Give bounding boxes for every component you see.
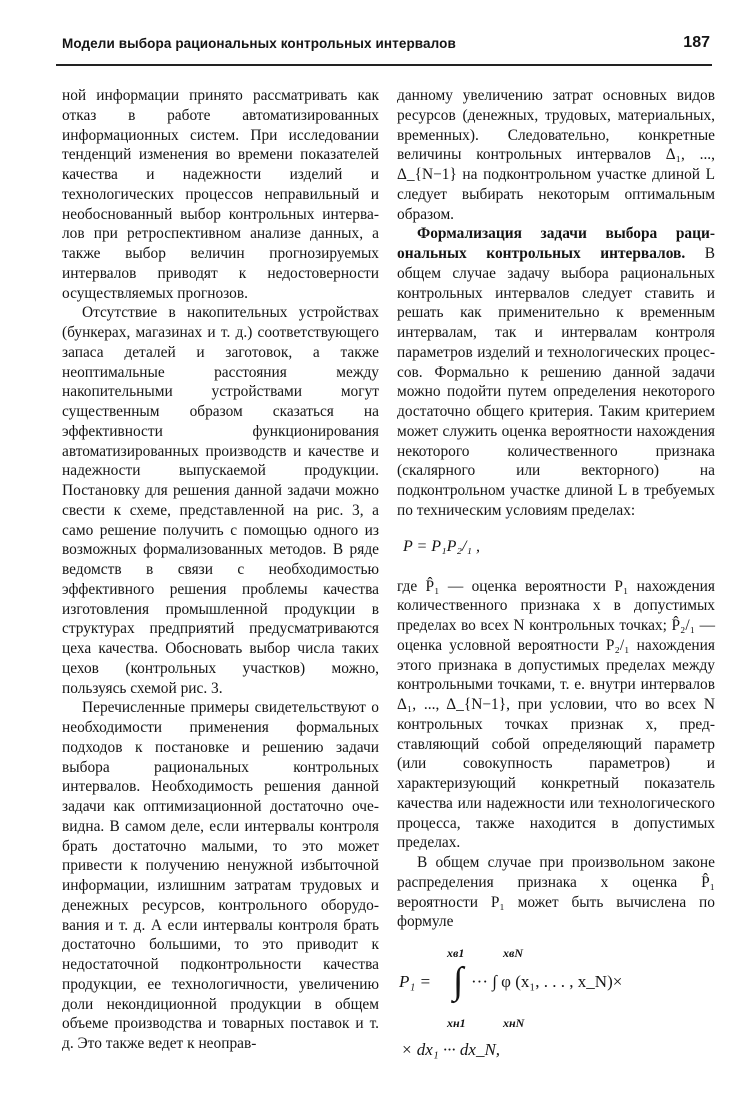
paragraph: где P̂₁ — оценка вероятности P₁ нахождения количественного признака x в допустимых пределах во всех N контрольных точках; P̂₂/₁ — оценка условной вероятности P₂/₁ нахождения этого признака в допустимых пределах между контрольными точками, т. е. внутри интервалов Δ₁, ..., Δ_{N−1}, при условии, что во всех N контрольных точках признак x, представляющий собой определяющий параметр (или совокупность параметров) и характеризующий конкретный показатель качества или надежности или технологического процесса, также находится в допустимых пределах. bbox=[397, 577, 715, 852]
paragraph: Перечисленные примеры свидетельствуют о необходимости применения формальных подходов к постановке и решению задачи выбора рациональных контрольных интервалов. Необходимость решения данной задачи как оптимизационной достаточно очевидна. В самом деле, если интервалы контроля брать достаточно малыми, то это может привести к получению ненужной избыточной информации, излишним затратам трудовых и денежных ресурсов, контрольного оборудования и т. д. А если интервалы контроля брать достаточно большими, то это приводит к недостаточной подконтрольности качества продукции, ее технологичности, увеличению доли некондиционной продукции в общем объеме производства и товарных поставок и т. д. Это также ведет к неоправ- bbox=[62, 699, 379, 1052]
right-column bbox=[397, 86, 715, 1078]
paragraph: Отсутствие в накопительных устройствах (бункерах, магазинах и т. д.) соответствующего запаса деталей и заготовок, а также неоптимальные расстояния между накопительными устройствами могут существенным образом сказаться на эффективности функционирования автоматизированных производств и качестве и надежности выпускаемой продукции. Постановку для решения данной задачи можно свести к схеме, представленной на рис. 3, а само решение получить с помощью одного из возможных формализованных методов. В ряде ведомств в связи с необходимостью эффективного решения проблемы качества изготовления промышленной продукции в структурах предприятий предусматриваются цеха качества. Обосновать выбор числа таких цехов (контрольных участков) можно, пользуясь схемой рис. 3. bbox=[62, 304, 379, 697]
page-number: 187 bbox=[683, 34, 710, 51]
paragraph-text: В общем случае задачу выбора рациональных контрольных интервалов следует ставить и решать как применительно к временным интервалам, так и интервалам контроля параметров изделий и технологических процессов. Формально к решению данной задачи можно подойти путем определения некоторого достаточно общего критерия. Таким критерием может служить оценка вероятности нахождения некоторого количественного признака (скалярного или векторного) на подконтрольном участке длиной L в требуемых по техническим условиям пределах: bbox=[397, 245, 715, 519]
paragraph: ной информации принято рассматривать как отказ в работе автоматизированных информационных систем. При исследовании тенденций изменения во времени показателей качества и надежности изделий и технологических процессов неправильный и необоснованный выбор контрольных интервалов при ретроспективном анализе данных, а также выбор величин прогнозируемых интервалов приводят к недостоверности осуществляемых прогнозов. bbox=[62, 87, 379, 302]
integral-lhs: P₁ = bbox=[399, 972, 432, 991]
integral-differentials: × dx₁ ··· dx_N, bbox=[401, 1040, 501, 1059]
paragraph: В общем случае при произвольном законе распределения признака x оценка P̂₁ вероятности P₁ может быть вычислена по формуле bbox=[397, 854, 715, 931]
integral-upper-limit: xв1 bbox=[447, 946, 465, 960]
formula-integral bbox=[397, 938, 715, 1078]
left-column bbox=[62, 86, 379, 1054]
integral-upper-limit-n: xвN bbox=[503, 946, 524, 960]
integral-sign: ∫ bbox=[453, 960, 464, 1002]
running-title: Модели выбора рациональных контрольных интервалов bbox=[62, 36, 456, 51]
integral-body: ··· ∫ φ (x₁, . . . , x_N)× bbox=[471, 972, 623, 991]
integral-lower-limit: xн1 bbox=[447, 1016, 466, 1030]
header-rule bbox=[56, 64, 712, 66]
formula-probability: P = P₁P₂/₁ , bbox=[403, 537, 480, 555]
integral-lower-limit-n: xнN bbox=[503, 1016, 525, 1030]
paragraph bbox=[397, 224, 715, 520]
page-header bbox=[56, 24, 712, 64]
paragraph: данному увеличению затрат основных видов ресурсов (денежных, трудовых, материальных, временных). Следовательно, конкретные величины контрольных интервалов Δ₁, ..., Δ_{N−1} на подконтрольном участке длиной L следует выбирать некоторым оптимальным образом. bbox=[397, 87, 715, 223]
section-heading: Формализация задачи выбора рациональных контрольных интервалов. bbox=[397, 225, 715, 262]
